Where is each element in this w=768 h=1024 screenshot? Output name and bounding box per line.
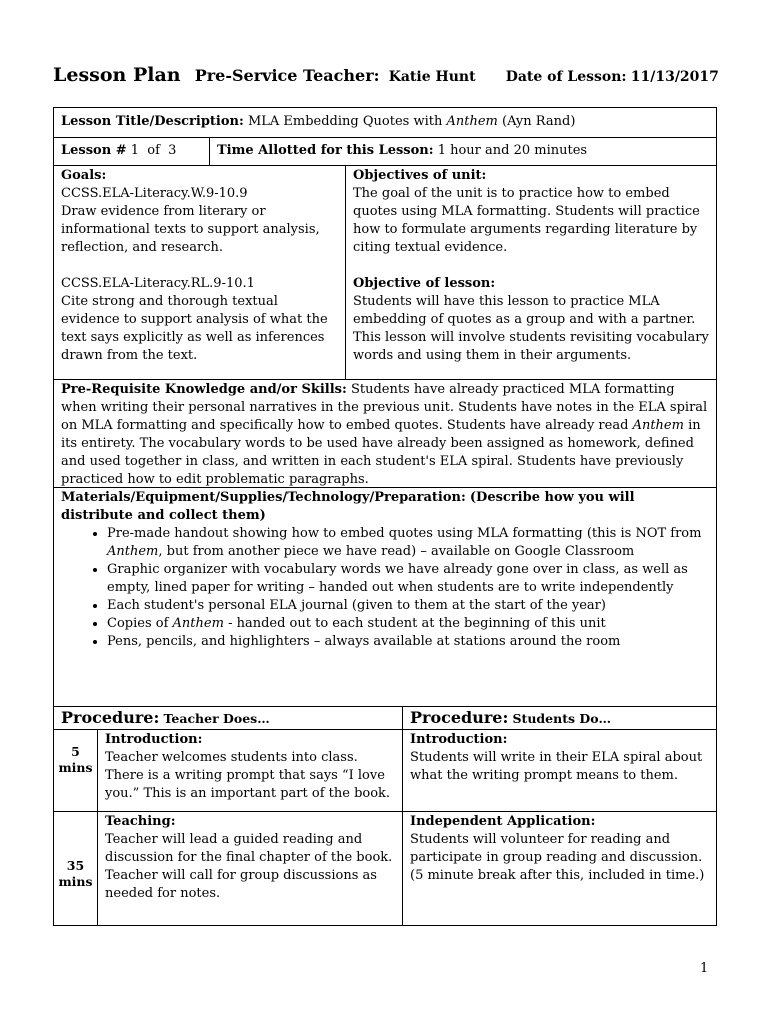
materials-item-book: Anthem	[107, 544, 159, 559]
objectives-unit-heading: Objectives of unit:	[353, 168, 487, 183]
time-unit: mins	[58, 760, 93, 775]
student-step-text: Students will volunteer for reading and participate in group reading and discussion. (5 minute break after this, included in time.)	[410, 832, 705, 883]
materials-item-book: Anthem	[172, 616, 224, 631]
procedure-label: Procedure:	[410, 708, 509, 727]
materials-item-text: Graphic organizer with vocabulary words we have already gone over in class, as well as empty, lined paper for writing – handed out when students are to write independently	[107, 562, 688, 595]
materials-item	[107, 597, 709, 615]
lesson-title-label: Lesson Title/Description:	[61, 114, 244, 129]
time-number: 35	[66, 858, 85, 873]
prerequisite-book: Anthem	[632, 418, 684, 433]
procedure-student-header	[402, 706, 717, 730]
document-header	[53, 66, 733, 96]
teacher-step-heading: Introduction:	[105, 732, 203, 747]
procedure-teacher-header	[53, 706, 403, 730]
materials-label: Materials/Equipment/Supplies/Technology/Preparation:	[61, 490, 466, 505]
time-cell	[53, 811, 98, 926]
students-do-label: Students Do…	[512, 711, 612, 726]
time-cell	[53, 729, 98, 812]
prerequisite-label: Pre-Requisite Knowledge and/or Skills:	[61, 382, 347, 397]
materials-item-text: - handed out to each student at the beginning of this unit	[228, 616, 606, 631]
materials-list	[61, 525, 709, 651]
lesson-title-book: Anthem	[446, 114, 498, 129]
materials-item	[107, 633, 709, 651]
teacher-does-label: Teacher Does…	[163, 711, 270, 726]
students-do-cell	[402, 729, 717, 812]
prerequisite-text-b: in its entirety. The vocabulary words to be used have already been assigned as homework, defined and used together in class, and written in each student's ELA spiral. Students have previously practiced how to edit problematic paragraphs.	[61, 418, 701, 487]
lesson-date: 11/13/2017	[630, 69, 719, 85]
materials-item-text: Pens, pencils, and highlighters – always available at stations around the room	[107, 634, 621, 649]
teacher-does-cell	[97, 729, 403, 812]
teacher-name: Katie Hunt	[388, 69, 476, 85]
student-step-heading: Independent Application:	[410, 814, 596, 829]
page-number: 1	[700, 961, 709, 976]
goal-standard-1-text: Draw evidence from literary or informational texts to support analysis, reflection, and research.	[61, 204, 320, 255]
goals-heading: Goals:	[61, 168, 107, 183]
materials-label-note: (Describe how you will distribute and collect them)	[61, 490, 635, 523]
prerequisite-text-a: Students have already practiced MLA formatting when writing their personal narratives in the previous unit. Students have notes in the ELA spiral on MLA formatting and specifically how to embed quotes. Students have already read	[61, 382, 708, 433]
teacher-step-text: Teacher welcomes students into class. There is a writing prompt that says “I love you.” This is an important part of the book.	[105, 750, 391, 801]
time-unit: mins	[58, 874, 93, 889]
objectives-lesson-heading: Objective of lesson:	[353, 276, 496, 291]
teacher-step-text: Teacher will lead a guided reading and discussion for the final chapter of the book. Teacher will call for group discussions as needed for notes.	[105, 832, 393, 901]
objectives-cell	[345, 165, 717, 380]
materials-item-text: , but from another piece we have read) – available on Google Classroom	[158, 544, 635, 559]
lesson-number-label: Lesson #	[61, 143, 127, 158]
lesson-title-author: (Ayn Rand)	[502, 114, 576, 129]
student-step-text: Students will write in their ELA spiral about what the writing prompt means to them.	[410, 750, 703, 783]
materials-item	[107, 561, 709, 597]
lesson-number-cell	[53, 137, 210, 166]
objectives-lesson-text: Students will have this lesson to practice MLA embedding of quotes as a group and with a partner. This lesson will involve students revisiting vocabulary words and using them in their arguments.	[353, 294, 709, 363]
lesson-title-cell	[53, 107, 717, 138]
teacher-label: Pre-Service Teacher:	[194, 66, 380, 85]
lesson-number-value: 1 of 3	[130, 143, 177, 158]
lesson-title-text: MLA Embedding Quotes with	[247, 114, 443, 129]
time-number: 5	[71, 744, 80, 759]
teacher-does-cell	[97, 811, 403, 926]
materials-cell	[53, 487, 717, 707]
goal-standard-1: CCSS.ELA-Literacy.W.9-10.9	[61, 186, 248, 201]
students-do-cell	[402, 811, 717, 926]
prerequisite-cell	[53, 379, 717, 488]
materials-item	[107, 525, 709, 561]
goal-standard-2: CCSS.ELA-Literacy.RL.9-10.1	[61, 276, 255, 291]
teacher-step-heading: Teaching:	[105, 814, 176, 829]
document-title: Lesson Plan	[53, 64, 181, 86]
materials-item-text: Each student's personal ELA journal (given to them at the start of the year)	[107, 598, 606, 613]
goal-standard-2-text: Cite strong and thorough textual evidence to support analysis of what the text says explicitly as well as inferences drawn from the text.	[61, 294, 328, 363]
time-allotted-label: Time Allotted for this Lesson:	[217, 143, 434, 158]
materials-item-text: Pre-made handout showing how to embed quotes using MLA formatting (this is NOT from	[107, 526, 702, 541]
procedure-label: Procedure:	[61, 708, 160, 727]
time-allotted-value: 1 hour and 20 minutes	[437, 143, 588, 158]
goals-cell	[53, 165, 346, 380]
date-label: Date of Lesson:	[505, 69, 627, 85]
materials-item-text: Copies of	[107, 616, 169, 631]
student-step-heading: Introduction:	[410, 732, 508, 747]
objectives-unit-text: The goal of the unit is to practice how to embed quotes using MLA formatting. Students will practice how to formulate arguments regarding literature by citing textual evidence.	[353, 186, 700, 255]
materials-item	[107, 615, 709, 633]
time-allotted-cell	[209, 137, 717, 166]
